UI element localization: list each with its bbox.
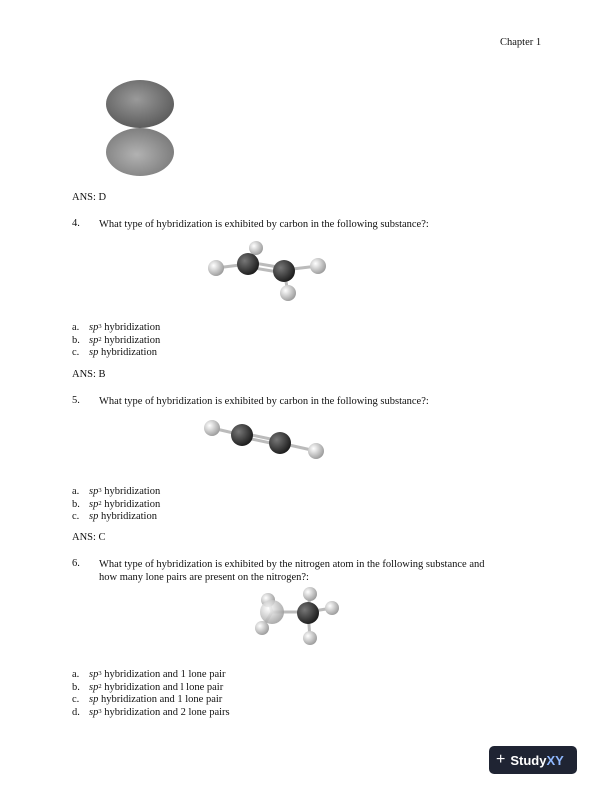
choice-d[interactable]: d. $sp^3$ hybridization and 2 lone pairs — [72, 706, 230, 718]
orbital-bottom-lobe — [106, 128, 174, 176]
logo-text-xy: XY — [546, 752, 564, 768]
question-6-number: 6. — [72, 558, 80, 569]
question-6-text-line2: how many lone pairs are present on the nitrogen?: — [99, 572, 309, 583]
choice-c[interactable]: c. sp hybridization — [72, 347, 157, 359]
choice-a[interactable]: a. $sp^3$ hybridization — [72, 486, 161, 497]
orbital-top-lobe — [106, 80, 174, 128]
acetylene-model-image — [198, 414, 333, 464]
choice-b[interactable]: b. $sp^2$ hybridization and l lone pair — [72, 681, 224, 693]
question-5-choices — [72, 486, 160, 524]
choice-a[interactable]: a. $sp^3$ hybridization and 1 lone pair — [72, 669, 226, 680]
methylamine-model-image — [248, 586, 348, 654]
question-4-number: 4. — [72, 218, 80, 229]
question-5-number: 5. — [72, 395, 80, 406]
question-4-choices — [72, 322, 160, 360]
choice-c[interactable]: c. sp hybridization and 1 lone pair — [72, 694, 223, 706]
choice-b[interactable]: b. $sp^2$ hybridization — [72, 498, 161, 510]
plus-icon: + — [496, 751, 506, 768]
question-5-text: What type of hybridization is exhibited by carbon in the following substance?: — [99, 396, 429, 407]
p-orbital-image — [100, 78, 180, 178]
question-6-choices — [72, 669, 230, 719]
ethylene-model-image — [200, 238, 335, 308]
question-6-text-line1: What type of hybridization is exhibited by the nitrogen atom in the following substance and — [99, 559, 485, 570]
studyxy-logo[interactable] — [489, 746, 577, 774]
answer-q4: ANS: B — [72, 369, 106, 380]
question-4-text: What type of hybridization is exhibited by carbon in the following substance?: — [99, 219, 429, 230]
question-6-text — [99, 558, 519, 584]
choice-a[interactable]: a. $sp^3$ hybridization — [72, 322, 161, 333]
choice-b[interactable]: b. $sp^2$ hybridization — [72, 334, 161, 346]
answer-q3: ANS: D — [72, 192, 107, 203]
logo-text-study: Study — [510, 752, 547, 768]
page-header-chapter: Chapter 1 — [500, 37, 542, 48]
choice-c[interactable]: c. sp hybridization — [72, 511, 157, 523]
answer-q5: ANS: C — [72, 532, 106, 543]
